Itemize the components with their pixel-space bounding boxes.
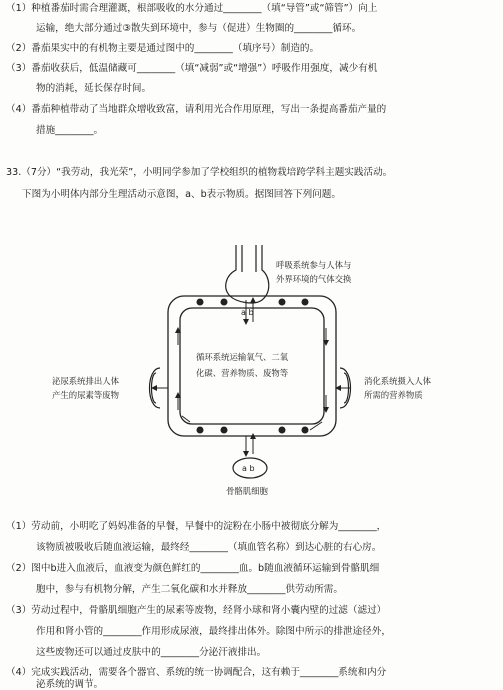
p2-line-7: 这些废物还可以通过皮肤中的________分泌汗液排出。 (36, 647, 267, 658)
q33-line-1: 33.（7分）“我劳动，我光荣”，小明同学参加了学校组织的植物栽培跨学科主题实践活动。 (6, 167, 393, 178)
muscle-label: 骨骼肌细胞 (226, 486, 268, 496)
p2-line-4: 胞中，参与有机物分解，产生二氧化碳和水并释放________供劳动所需。 (36, 584, 343, 595)
lung-shape (226, 245, 269, 303)
center-text-2: 化碳、营养物质、废物等 (196, 368, 289, 378)
ab-top-label: a b (241, 308, 254, 317)
p1-line-7: 措施________。 (36, 125, 104, 136)
loop-arrows (178, 328, 326, 430)
p1-line-6: （4）番茄种植带动了当地群众增收致富，请利用光合作用原理，写出一条提高番茄产量的 (6, 104, 387, 115)
kidney-label-2: 产生的尿素等废物 (52, 390, 119, 400)
p2-line-6: 作用和肾小管的________作用形成尿液，最终排出体外。除图中所示的排泄途径外， (36, 626, 391, 637)
inner-loop (180, 308, 324, 424)
p1-line-1: （1）种植番茄时需合理灌溉，根部吸收的水分通过________（填“导管”或“筛管”）向上 (6, 3, 378, 14)
p2-line-8: （4）完成实践活动，需要各个器官、系统的统一协调配合，这有赖于________系统和内分 (6, 667, 387, 678)
q33-line-2: 下图为小明体内部分生理活动示意图，a、b表示物质。据图回答下列问题。 (22, 189, 341, 200)
ab-bottom-label: a b (242, 464, 255, 473)
digest-label-2: 所需的营养物质 (364, 390, 423, 400)
p2-line-5: （3）劳动过程中，骨骼肌细胞产生的尿素等废物，经肾小球和肾小囊内壁的过滤（滤过） (6, 605, 387, 616)
p1-line-2: 运输，绝大部分通过③散失到环境中，参与（促进）生物圈的________循环。 (36, 23, 362, 34)
kidney-label-1: 泌尿系统排出人体 (52, 376, 119, 386)
lung-label-2: 外界环境的气体交换 (276, 274, 352, 284)
outer-loop (168, 296, 336, 436)
p1-line-5: 物的消耗，延长保存时间。 (36, 83, 152, 94)
p2-line-9: 泌系统的调节。 (36, 679, 104, 690)
digest-label-1: 消化系统摄入人体 (364, 376, 431, 386)
p2-line-1: （1）劳动前，小明吃了妈妈准备的早餐，早餐中的淀粉在小肠中被彻底分解为________， (6, 521, 387, 532)
p1-line-3: （2）番茄果实中的有机物主要是通过图中的________（填序号）制造的。 (6, 43, 320, 54)
p2-line-2: 该物质被吸收后随血液运输，最终经________（填血管名称）到达心脏的右心房。 (36, 542, 382, 553)
p1-line-4: （3）番茄收获后，低温储藏可________（填“减弱”或“增强”）呼吸作用强度，减少有机 (6, 63, 378, 74)
p2-line-3: （2）图中b进入血液后，血液变为颜色鲜红的________血。b随血液循环运输到骨骼肌细 (6, 563, 380, 574)
lung-label-1: 呼吸系统参与人体与 (276, 260, 352, 270)
center-text-1: 循环系统运输氧气、二氧 (196, 352, 289, 362)
